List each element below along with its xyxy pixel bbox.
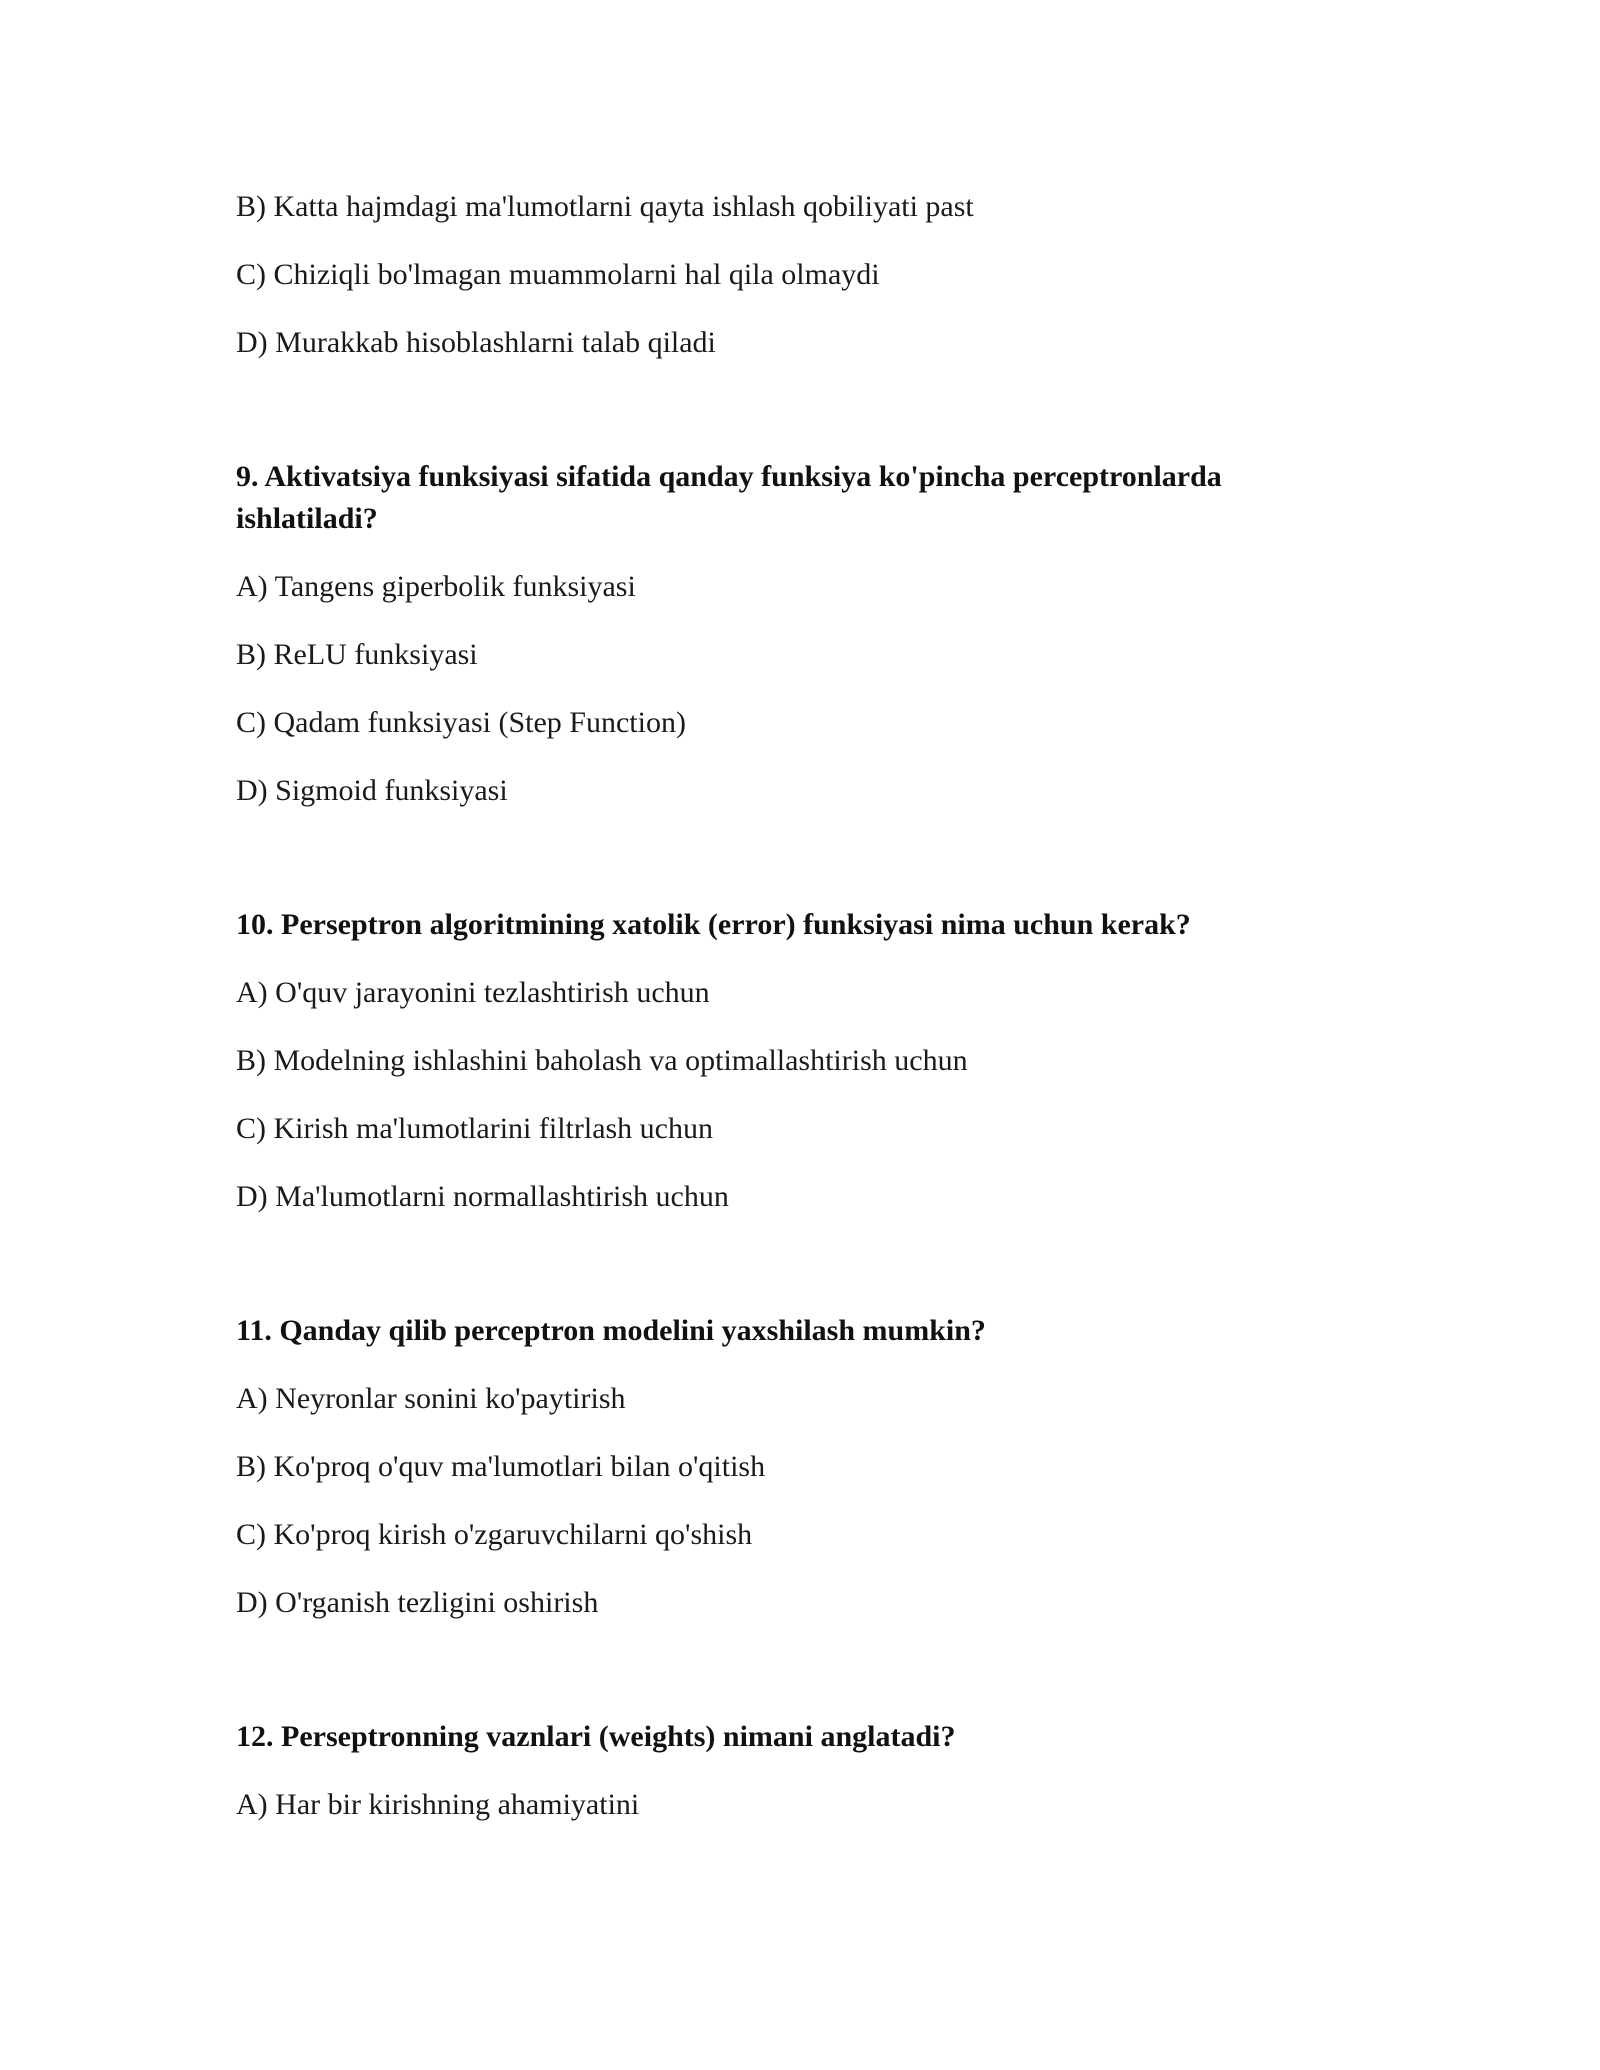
option-b: B) Katta hajmdagi ma'lumotlarni qayta ishlash qobiliyati past xyxy=(236,190,974,223)
option-b: B) Modelning ishlashini baholash va optimallashtirish uchun xyxy=(236,1044,968,1077)
option-b: B) Ko'proq o'quv ma'lumotlari bilan o'qitish xyxy=(236,1450,766,1483)
option-a: A) Neyronlar sonini ko'paytirish xyxy=(236,1382,626,1415)
question-11-title: 11. Qanday qilib perceptron modelini yaxshilash mumkin? xyxy=(236,1314,986,1347)
option-c: C) Kirish ma'lumotlarini filtrlash uchun xyxy=(236,1112,713,1145)
question-10-title: 10. Perseptron algoritmining xatolik (error) funksiyasi nima uchun kerak? xyxy=(236,908,1191,941)
option-a: A) O'quv jarayonini tezlashtirish uchun xyxy=(236,976,710,1009)
option-d: D) Ma'lumotlarni normallashtirish uchun xyxy=(236,1180,729,1213)
option-d: D) O'rganish tezligini oshirish xyxy=(236,1586,599,1619)
question-9-title-cont: ishlatiladi? xyxy=(236,502,378,535)
option-c: C) Ko'proq kirish o'zgaruvchilarni qo'shish xyxy=(236,1518,753,1551)
option-c: C) Chiziqli bo'lmagan muammolarni hal qila olmaydi xyxy=(236,258,880,291)
option-a: A) Har bir kirishning ahamiyatini xyxy=(236,1788,640,1821)
option-b: B) ReLU funksiyasi xyxy=(236,638,478,671)
option-d: D) Murakkab hisoblashlarni talab qiladi xyxy=(236,326,716,359)
option-c: C) Qadam funksiyasi (Step Function) xyxy=(236,706,686,739)
option-d: D) Sigmoid funksiyasi xyxy=(236,774,508,807)
question-9-title: 9. Aktivatsiya funksiyasi sifatida qanday funksiya ko'pincha perceptronlarda xyxy=(236,460,1222,493)
question-12-title: 12. Perseptronning vaznlari (weights) nimani anglatadi? xyxy=(236,1720,956,1753)
option-a: A) Tangens giperbolik funksiyasi xyxy=(236,570,636,603)
